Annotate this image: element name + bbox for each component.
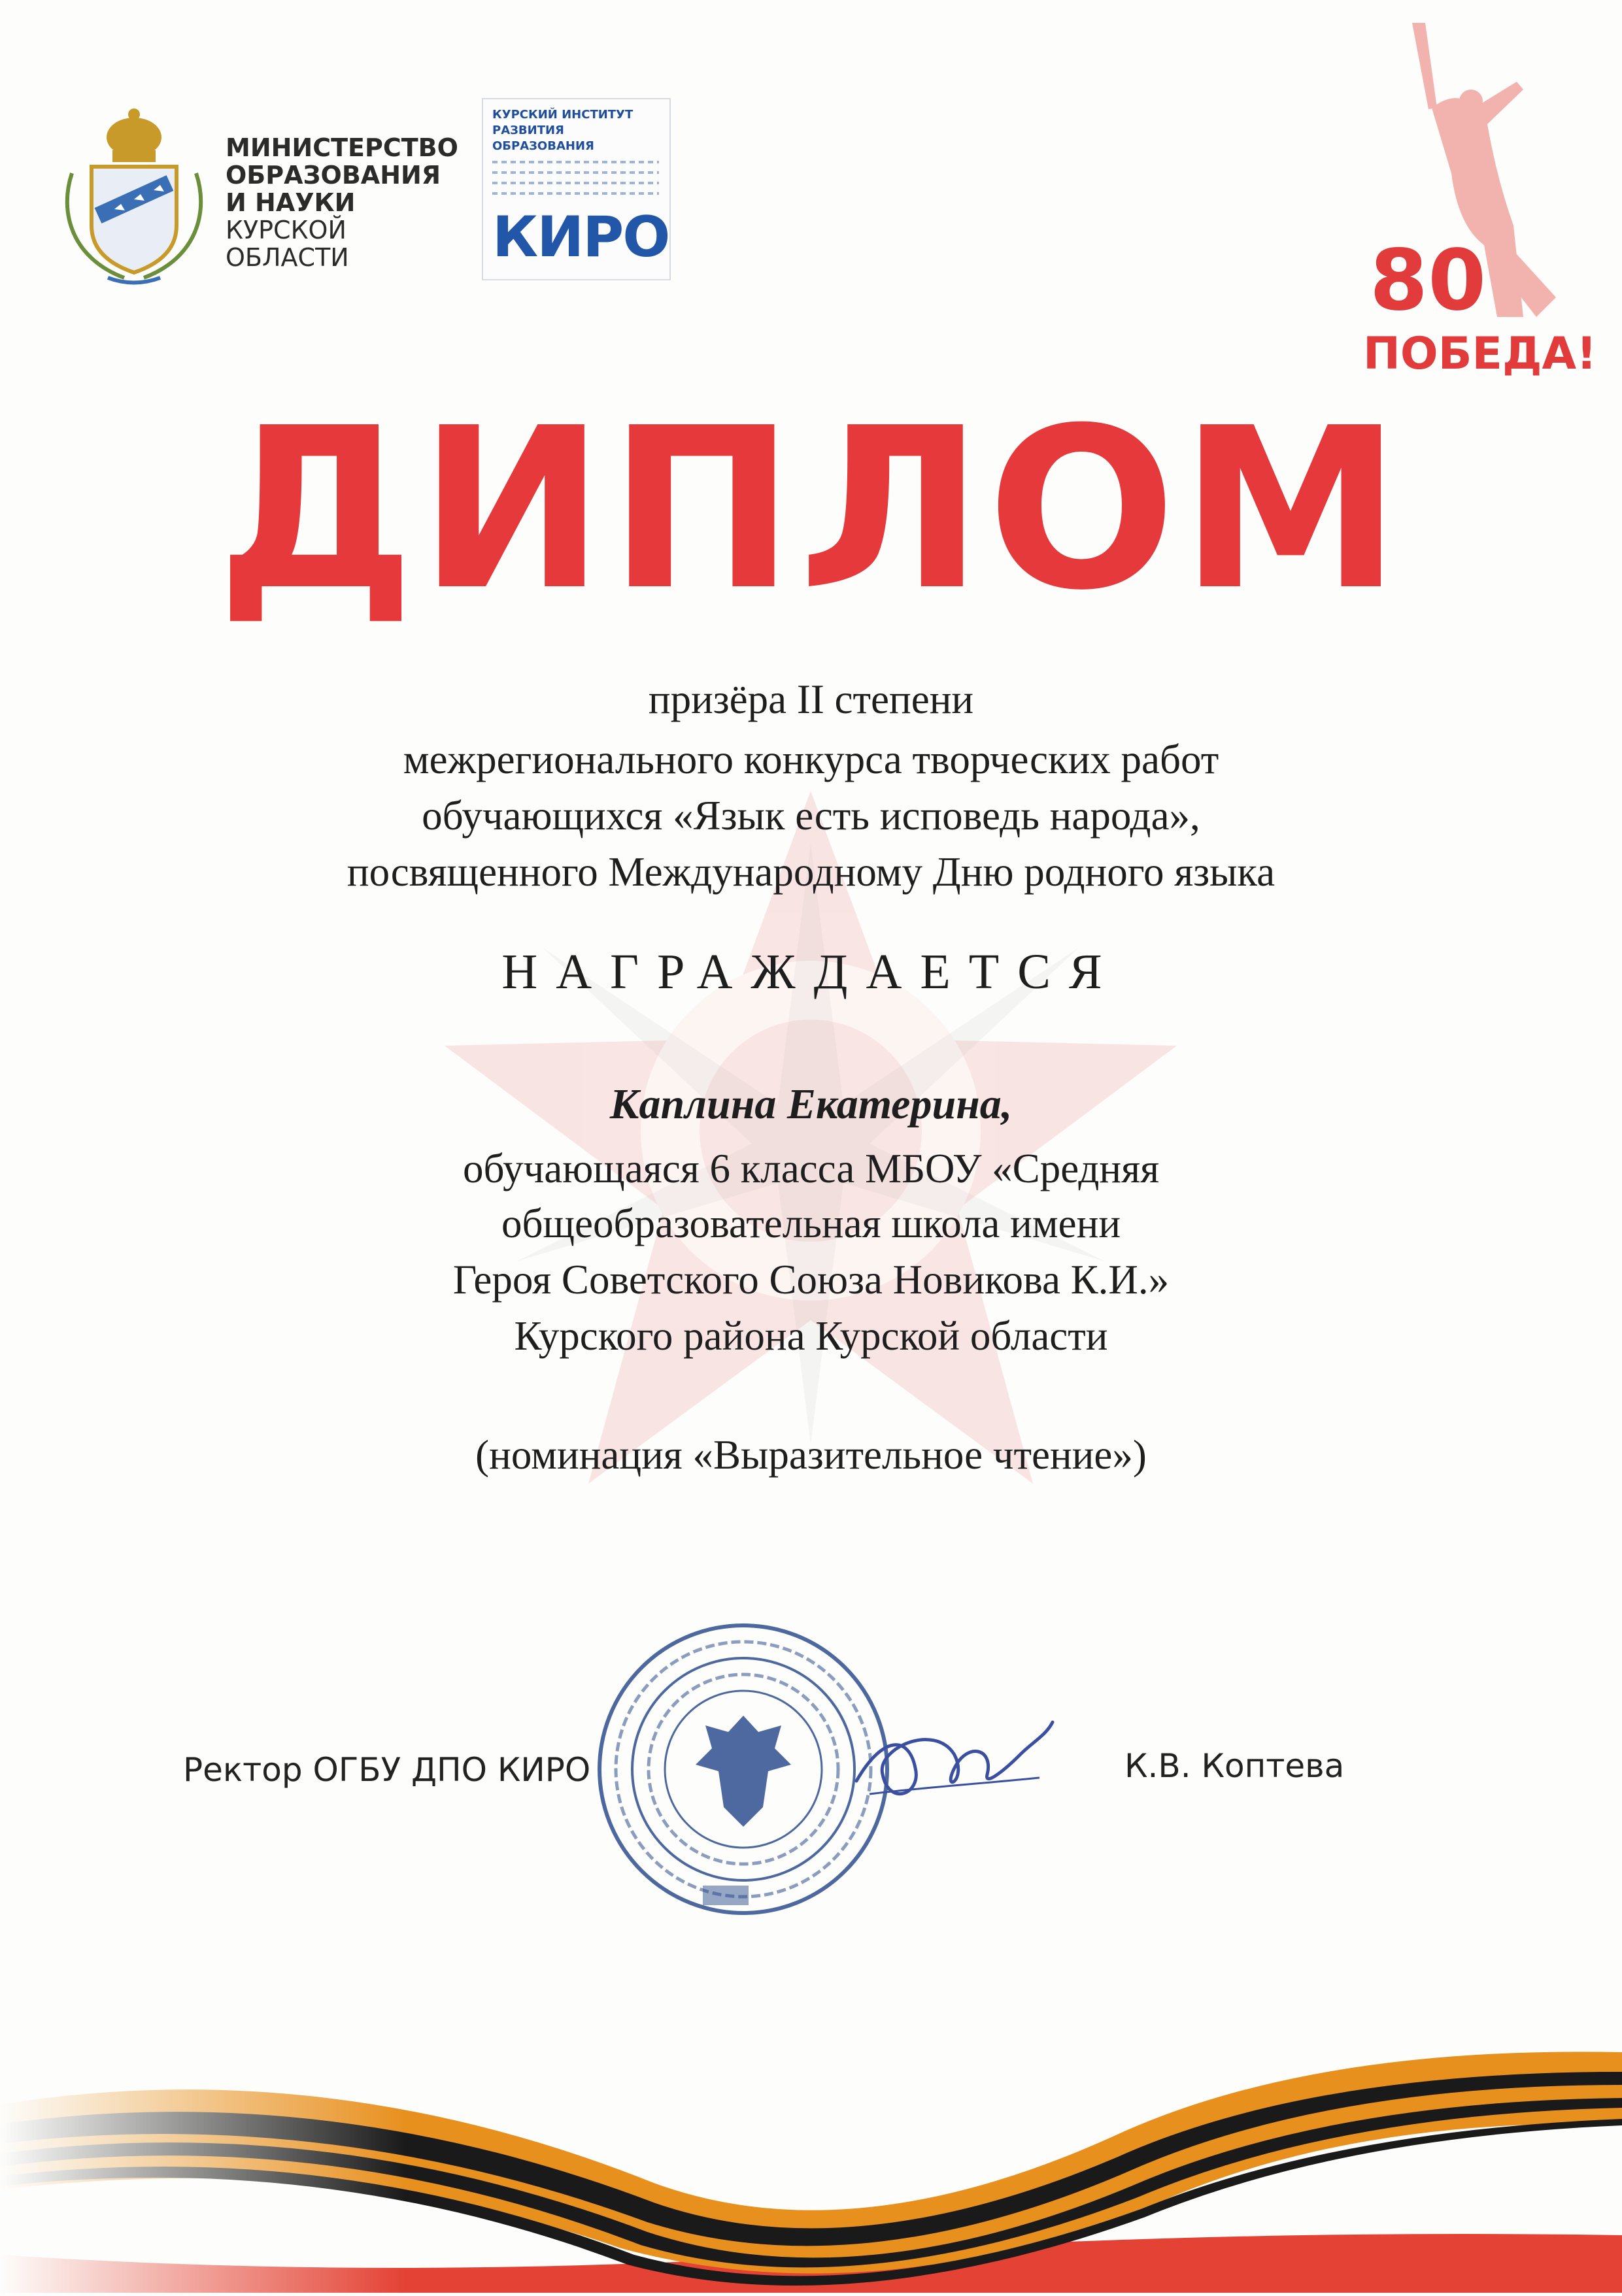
prize-degree: призёра II степени [648, 676, 974, 722]
affiliation-line: обучающаяся 6 класса МБОУ «Средняя [462, 1146, 1160, 1191]
rector-title: Ректор ОГБУ ДПО КИРО [183, 1751, 591, 1789]
handwritten-signature [843, 1696, 1059, 1827]
coat-of-arms-emblem [52, 101, 216, 291]
ministry-line: ОБЛАСТИ [226, 243, 349, 272]
victory-80-number: 80 [1370, 232, 1487, 329]
contest-line: обучающихся «Язык есть исповедь народа», [422, 793, 1200, 839]
victory-word: ПОБЕДА! [1363, 328, 1597, 380]
st-george-ribbon-decoration [0, 1974, 1622, 2293]
affiliation-line: общеобразовательная школа имени [501, 1201, 1121, 1246]
awarded-heading: НАГРАЖДАЕТСЯ [501, 944, 1121, 999]
ministry-name [226, 134, 474, 271]
kiro-institute-name [492, 107, 669, 154]
diploma-title: ДИПЛОМ [216, 380, 1406, 639]
nomination: (номинация «Выразительное чтение») [475, 1432, 1147, 1478]
kiro-line: КУРСКИЙ ИНСТИТУТ [492, 108, 634, 122]
ministry-line: И НАУКИ [226, 188, 356, 217]
affiliation-line: Героя Советского Союза Новикова К.И.» [452, 1257, 1170, 1303]
affiliation-line: Курского района Курской области [514, 1313, 1108, 1359]
ministry-line: ОБРАЗОВАНИЯ [226, 161, 441, 190]
recipient-name: Каплина Екатерина, [609, 1080, 1013, 1128]
kiro-abbreviation: КИРО [492, 205, 669, 270]
ministry-line: КУРСКОЙ [226, 216, 346, 244]
contest-line: посвященного Международному Дню родного языка [346, 849, 1276, 895]
ministry-line: МИНИСТЕРСТВО [226, 133, 458, 162]
kiro-logo [482, 98, 671, 280]
contest-line: межрегионального конкурса творческих работ [403, 737, 1219, 782]
kiro-line: РАЗВИТИЯ ОБРАЗОВАНИЯ [492, 124, 594, 153]
signer-name: К.В. Коптева [1124, 1747, 1345, 1785]
